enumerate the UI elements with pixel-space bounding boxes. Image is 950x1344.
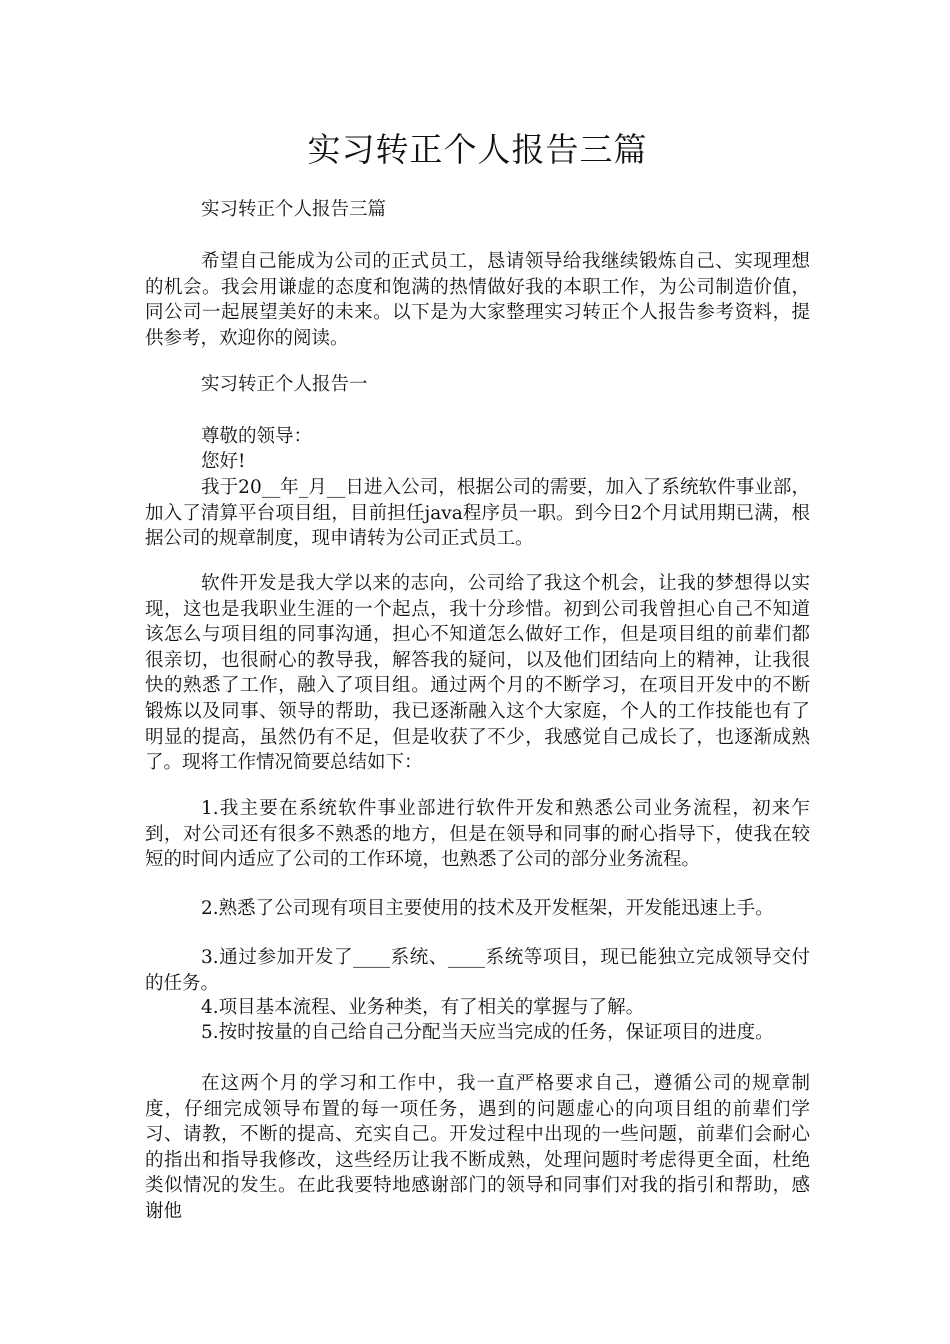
list-item-3: 3.通过参加开发了____系统、____系统等项目，现已能独立完成领导交付的任务。 (145, 947, 810, 994)
body-paragraph-1: 我于20__年_月__日进入公司，根据公司的需要，加入了系统软件事业部，加入了清算平台项目组，目前担任java程序员一职。到今日2个月试用期已满，根据公司的规章制度，现申请转为公司正式员工。 (145, 477, 810, 550)
body-paragraph-2: 软件开发是我大学以来的志向，公司给了我这个机会，让我的梦想得以实现，这也是我职业生涯的一个起点，我十分珍惜。初到公司我曾担心自己不知道该怎么与项目组的同事沟通，担心不知道怎么做好工作，但是项目组的前辈们都很亲切，也很耐心的教导我，解答我的疑问，以及他们团结向上的精神，让我很快的熟悉了工作，融入了项目组。通过两个月的不断学习，在项目开发中的不断锻炼以及同事、领导的帮助，我已逐渐融入这个大家庭，个人的工作技能也有了明显的提高，虽然仍有不足，但是收获了不少，我感觉自己成长了，也逐渐成熟了。现将工作情况简要总结如下： (145, 573, 810, 774)
list-item-2: 2.熟悉了公司现有项目主要使用的技术及开发框架，开发能迅速上手。 (201, 898, 774, 919)
salutation: 尊敬的领导： (201, 426, 313, 447)
list-item-5: 5.按时按量的自己给自己分配当天应当完成的任务，保证项目的进度。 (201, 1022, 774, 1043)
subtitle-paragraph: 实习转正个人报告三篇 (201, 199, 387, 220)
list-item-4: 4.项目基本流程、业务种类，有了相关的掌握与了解。 (201, 997, 645, 1018)
greeting: 您好! (201, 451, 246, 472)
list-item-1: 1.我主要在系统软件事业部进行软件开发和熟悉公司业务流程，初来乍到，对公司还有很多不熟悉的地方，但是在领导和同事的耐心指导下，使我在较短的时间内适应了公司的工作环境，也熟悉了公司的部分业务流程。 (145, 798, 810, 871)
document-title: 实习转正个人报告三篇 (307, 130, 648, 169)
section-heading: 实习转正个人报告一 (201, 374, 368, 395)
intro-paragraph: 希望自己能成为公司的正式员工，恳请领导给我继续锻炼自己、实现理想的机会。我会用谦虚的态度和饱满的热情做好我的本职工作，为公司制造价值，同公司一起展望美好的未来。以下是为大家整理实习转正个人报告参考资料，提供参考，欢迎你的阅读。 (145, 251, 810, 349)
body-paragraph-3: 在这两个月的学习和工作中，我一直严格要求自己，遵循公司的规章制度，仔细完成领导布置的每一项任务，遇到的问题虚心的向项目组的前辈们学习、请教，不断的提高、充实自己。开发过程中出现的一些问题，前辈们会耐心的指出和指导我修改，这些经历让我不断成熟，处理问题时考虑得更全面，杜绝类似情况的发生。在此我要特地感谢部门的领导和同事们对我的指引和帮助，感谢他 (145, 1073, 810, 1222)
